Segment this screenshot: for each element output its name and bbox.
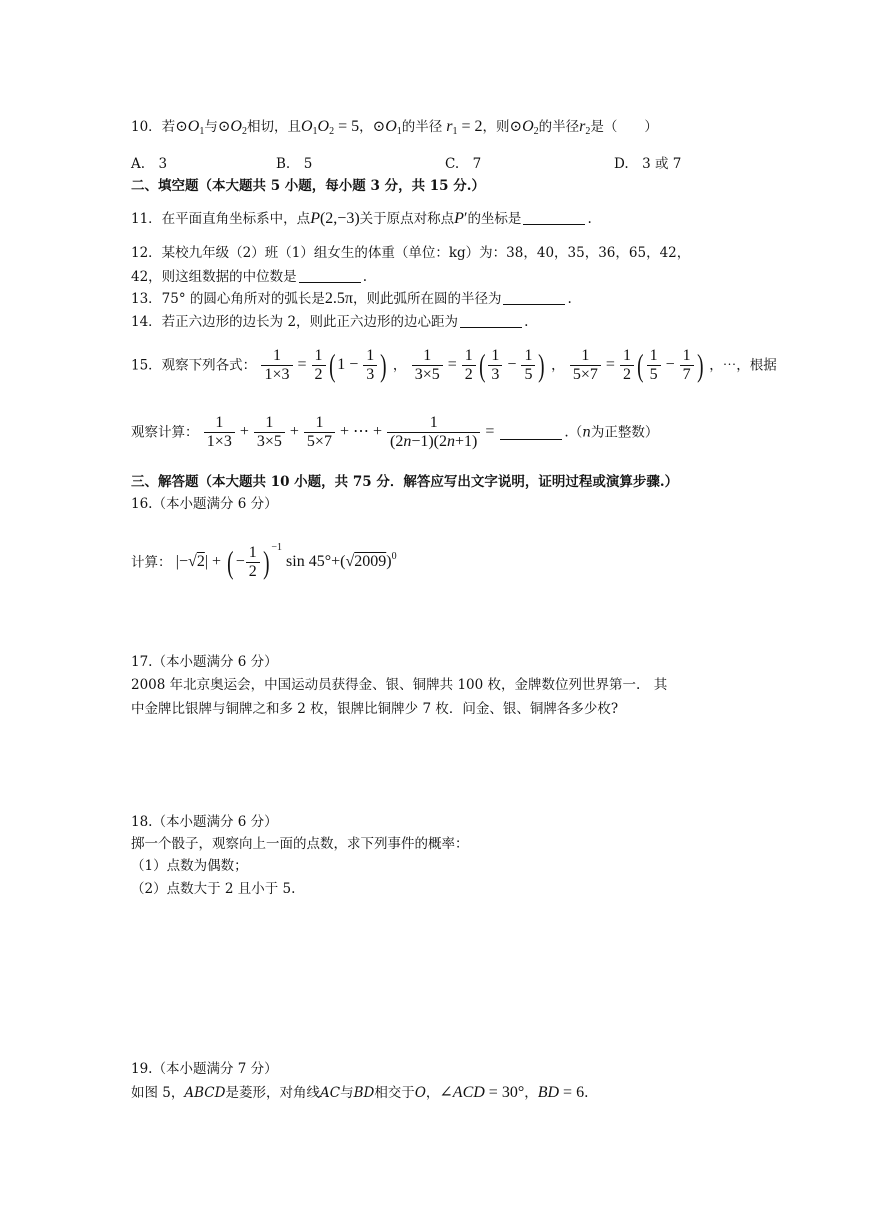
q10-text-4: 的半径 bbox=[401, 119, 443, 135]
q15-text-1: 15．观察下列各式： bbox=[131, 357, 257, 374]
q12-text-1: 42，则这组数据的中位数是 bbox=[131, 269, 297, 285]
circle-o1-symbol-2: $⊙O_1$ bbox=[372, 118, 402, 137]
q15-text-3: ， bbox=[551, 357, 565, 374]
question-12-line-2 bbox=[131, 267, 367, 287]
angle-acd-equation: ∠ACD = 30° bbox=[439, 1084, 525, 1101]
r2-symbol: $r_2$ bbox=[579, 118, 591, 137]
section-3-heading: 三、解答题（本大题共 10 小题，共 75 分．解答应写出文字说明，证明过程或演算步骤.） bbox=[131, 474, 679, 490]
question-14 bbox=[131, 312, 528, 332]
q10-text-6: 的半径 bbox=[538, 119, 580, 135]
section-2-heading: 二、填空题（本大题共 5 小题，每小题 3 分，共 15 分.） bbox=[131, 178, 485, 194]
question-18-line-2: （1）点数为偶数； bbox=[131, 858, 248, 874]
point-p-prime: P′ bbox=[454, 210, 468, 227]
q11-text-2: 关于原点对称点 bbox=[359, 211, 455, 227]
q15-text-6: .（ bbox=[564, 424, 583, 441]
q14-text-2: . bbox=[524, 314, 529, 330]
q11-text-1: 11．在平面直角坐标系中，点 bbox=[131, 211, 311, 227]
question-11 bbox=[131, 209, 592, 229]
q19-text-3: 与 bbox=[340, 1085, 354, 1101]
option-d: D. 3 或 7 bbox=[614, 156, 682, 172]
q15-text-5: 观察计算： bbox=[131, 424, 199, 441]
q19-text-4: 相交于 bbox=[374, 1085, 415, 1101]
formula-1-3: $\frac{1}{1\times 3}$ = $\frac{1}{2}$ ( 1 − $\frac{1}{3}$ ) bbox=[260, 356, 392, 373]
bd-equation: BD = 6 bbox=[537, 1084, 585, 1101]
q15-text-2: ， bbox=[392, 357, 407, 374]
option-a: A. 3 bbox=[131, 156, 168, 172]
q19-text-1: 如图 5， bbox=[131, 1085, 185, 1101]
q19-text-7: . bbox=[584, 1085, 589, 1101]
q14-text-1: 14．若正六边形的边长为 2，则此正六边形的边心距为 bbox=[131, 314, 459, 330]
q19-ac: AC bbox=[319, 1085, 341, 1101]
question-16-expression bbox=[131, 528, 397, 583]
calc-expression: |−√2| + ( − $\frac{1}{2}$ ) $^{-1}$ $\sin 45^\circ+(√2009)^0$ bbox=[175, 542, 397, 581]
option-c: C. 7 bbox=[445, 156, 482, 172]
answer-blank-12 bbox=[299, 268, 361, 283]
question-18-header: 18.（本小题满分 6 分） bbox=[131, 814, 278, 830]
q15-text-4: ，⋯，根据 bbox=[709, 357, 777, 374]
q13-text-2: ，则此弧所在圆的半径为 bbox=[352, 291, 502, 307]
question-13 bbox=[131, 289, 572, 309]
arc-length-value: 2.5π bbox=[324, 290, 353, 307]
question-17-header: 17.（本小题满分 6 分） bbox=[131, 654, 278, 670]
answer-blank-13 bbox=[503, 290, 565, 305]
q13-text-1: 13．75° 的圆心角所对的弧长是 bbox=[131, 291, 325, 307]
answer-blank-11 bbox=[523, 210, 585, 225]
question-15-line-1 bbox=[131, 345, 777, 386]
variable-n: n bbox=[582, 424, 591, 441]
q19-text-6: ， bbox=[524, 1085, 538, 1101]
question-17-line-2: 中金牌比银牌与铜牌之和多 2 枚，银牌比铜牌少 7 枚．问金、银、铜牌各多少枚? bbox=[131, 701, 619, 717]
circle-o2-symbol-2: $⊙O_2$ bbox=[509, 118, 539, 137]
circle-o1-symbol: $⊙O_1$ bbox=[175, 118, 205, 137]
circle-o2-symbol: $⊙O_2$ bbox=[217, 118, 247, 137]
q15-text-7: 为正整数） bbox=[590, 424, 659, 441]
q19-text-2: 是菱形，对角线 bbox=[225, 1085, 320, 1101]
q10-text-7: 是（ ） bbox=[590, 119, 658, 135]
question-17-line-1: 2008 年北京奥运会，中国运动员获得金、银、铜牌共 100 枚，金牌数位列世界第一. 其 bbox=[131, 677, 668, 693]
question-15-line-2 bbox=[131, 412, 658, 453]
q19-bd: BD bbox=[353, 1085, 375, 1101]
question-19-line-1 bbox=[131, 1083, 588, 1103]
q19-o: O bbox=[414, 1085, 426, 1101]
q10-text-3: ， bbox=[359, 119, 373, 135]
r1-equation: $r_1 = 2$ bbox=[446, 118, 483, 137]
question-12-line-1: 12．某校九年级（2）班（1）组女生的体重（单位：kg）为：38，40，35，36，65，42， bbox=[131, 245, 691, 261]
q16-calc-label: 计算： bbox=[131, 554, 172, 571]
answer-blank-15 bbox=[500, 425, 562, 440]
answer-blank-14 bbox=[460, 313, 522, 328]
question-18-line-1: 掷一个骰子，观察向上一面的点数，求下列事件的概率： bbox=[131, 836, 469, 852]
q11-text-3: 的坐标是 bbox=[467, 211, 522, 227]
formula-5-7: $\frac{1}{5\times 7}$ = $\frac{1}{2}$ ( $\frac{1}{5}$ − $\frac{1}{7}$ ) bbox=[569, 356, 709, 373]
question-19-header: 19.（本小题满分 7 分） bbox=[131, 1061, 278, 1077]
question-16-header: 16.（本小题满分 6 分） bbox=[131, 496, 278, 512]
q19-text-5: ， bbox=[425, 1085, 440, 1101]
q10-text-2: 相切，且 bbox=[246, 119, 301, 135]
q10-text-1: 与 bbox=[204, 119, 218, 135]
question-18-line-3: （2）点数大于 2 且小于 5. bbox=[131, 881, 296, 897]
q10-text-5: ，则 bbox=[482, 119, 510, 135]
option-b: B. 5 bbox=[276, 156, 313, 172]
point-p-expression: P(2,−3) bbox=[310, 210, 360, 227]
q13-text-3: . bbox=[567, 291, 572, 307]
o1o2-equation: $O_1O_2 = 5$ bbox=[300, 118, 360, 137]
series-sum-formula: $\frac{1}{1\times 3}$ + $\frac{1}{3\times 5}$ + $\frac{1}{5\times 7}$ + ⋯ + $\frac{1}{(2n-1)(2n+1)}$ = bbox=[203, 423, 499, 440]
q12-text-2: . bbox=[362, 269, 367, 285]
q19-abcd: ABCD bbox=[184, 1085, 226, 1101]
formula-3-5: $\frac{1}{3\times 5}$ = $\frac{1}{2}$ ( $\frac{1}{3}$ − $\frac{1}{5}$ ) bbox=[411, 356, 551, 373]
question-10 bbox=[131, 117, 658, 142]
q11-text-4: . bbox=[587, 211, 592, 227]
q10-number: 10．若 bbox=[131, 119, 176, 135]
